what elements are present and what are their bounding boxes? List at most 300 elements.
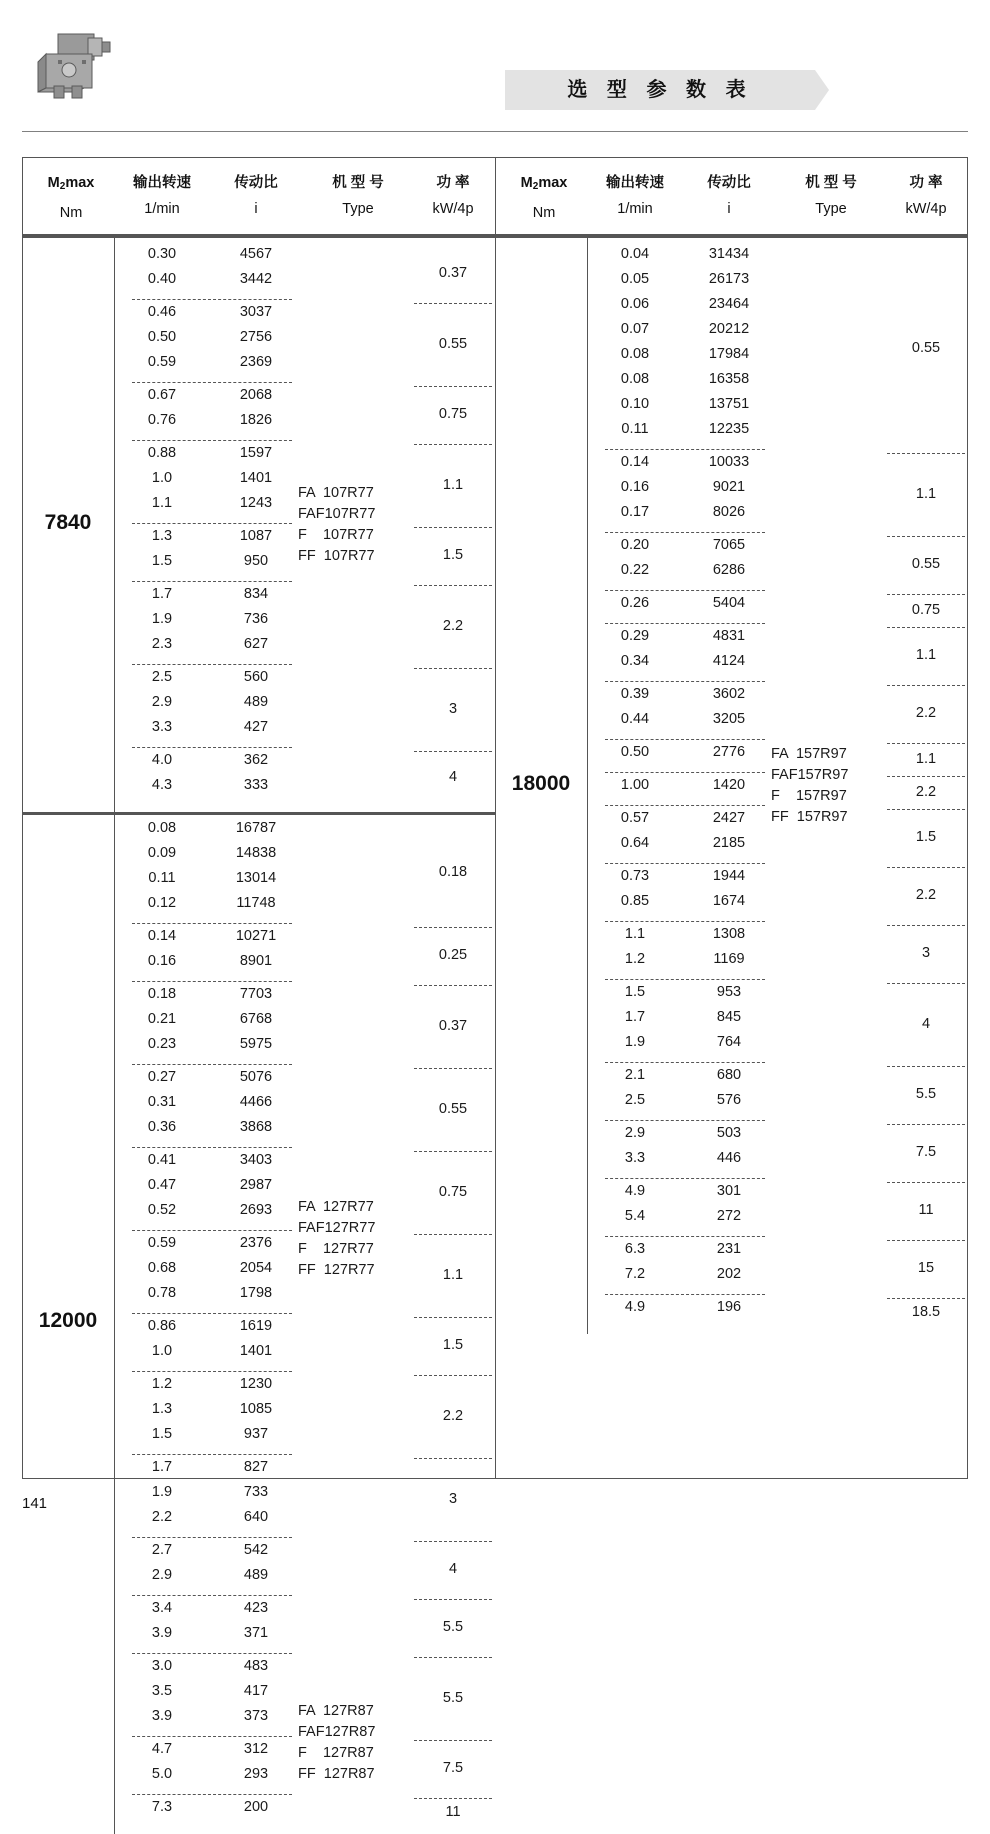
table-row	[495, 504, 968, 529]
power-dashed-separator	[414, 751, 492, 752]
ratio-value: 1401	[239, 470, 273, 486]
header-speed-line1-left: 输出转速	[133, 175, 191, 191]
table-row	[22, 1152, 495, 1177]
power-dashed-separator	[887, 1298, 965, 1299]
power-dashed-separator	[887, 536, 965, 537]
ratio-value: 5076	[239, 1069, 273, 1085]
type-line: FAF127R77	[298, 1220, 376, 1236]
row-dashed-separator	[132, 523, 292, 524]
ratio-value: 301	[716, 1183, 742, 1199]
table-row	[22, 636, 495, 661]
power-dashed-separator	[887, 867, 965, 868]
power-dashed-separator	[414, 444, 492, 445]
ratio-value: 1085	[239, 1401, 273, 1417]
power-value: 3	[921, 945, 931, 961]
torque-value: 12000	[38, 1309, 98, 1332]
torque-group	[22, 238, 495, 812]
ratio-value: 627	[243, 636, 269, 652]
power-value: 2.2	[442, 617, 464, 634]
output-speed-value: 3.0	[151, 1658, 173, 1674]
ratio-value: 2776	[712, 744, 746, 760]
ratio-value: 427	[243, 719, 269, 735]
row-dashed-separator	[132, 923, 292, 924]
row-dashed-separator	[132, 581, 292, 582]
ratio-value: 6768	[239, 1011, 273, 1027]
row-dashed-separator	[132, 1653, 292, 1654]
output-speed-value: 1.9	[151, 1484, 173, 1500]
header-power-line2-left: kW/4p	[432, 201, 474, 217]
ratio-value: 640	[243, 1509, 269, 1525]
row-dashed-separator	[605, 1236, 765, 1237]
output-speed-value: 0.50	[147, 329, 177, 345]
output-speed-value: 3.9	[151, 1708, 173, 1724]
header-power-line2-right: kW/4p	[905, 201, 947, 217]
ratio-value: 417	[243, 1683, 269, 1699]
ratio-value: 560	[243, 669, 269, 685]
output-speed-value: 1.7	[151, 586, 173, 602]
output-speed-value: 7.2	[624, 1266, 646, 1282]
ratio-value: 1597	[239, 445, 273, 461]
ratio-value: 13014	[235, 870, 277, 886]
power-value: 15	[917, 1260, 935, 1276]
row-dashed-separator	[132, 1794, 292, 1795]
output-speed-value: 1.5	[151, 1426, 173, 1442]
ratio-value: 2693	[239, 1202, 273, 1218]
ratio-value: 4567	[239, 246, 273, 262]
output-speed-value: 0.09	[147, 845, 177, 861]
table-header-right	[495, 157, 968, 235]
ratio-value: 937	[243, 1426, 269, 1442]
ratio-value: 13751	[708, 396, 750, 412]
header-speed-line2-right: 1/min	[617, 201, 653, 217]
ratio-value: 489	[243, 1567, 269, 1583]
table-header-left	[22, 157, 495, 235]
ratio-value: 312	[243, 1741, 269, 1757]
output-speed-value: 4.3	[151, 777, 173, 793]
power-value: 0.18	[438, 864, 468, 880]
ratio-value: 8026	[712, 504, 746, 520]
row-dashed-separator	[605, 1294, 765, 1295]
output-speed-value: 0.85	[620, 893, 650, 909]
row-dashed-separator	[605, 921, 765, 922]
output-speed-value: 0.14	[620, 454, 650, 470]
output-speed-value: 5.4	[624, 1208, 646, 1224]
header-speed-right	[587, 157, 683, 221]
output-speed-value: 0.44	[620, 711, 650, 727]
row-dashed-separator	[132, 1736, 292, 1737]
type-line: FF 127R87	[298, 1766, 375, 1782]
output-speed-value: 2.7	[151, 1542, 173, 1558]
power-value: 11	[445, 1803, 461, 1820]
table-row	[22, 586, 495, 611]
output-speed-value: 1.7	[151, 1459, 173, 1475]
table-row	[495, 371, 968, 396]
output-speed-value: 0.05	[620, 271, 650, 287]
ratio-value: 4831	[712, 628, 746, 644]
output-speed-value: 1.2	[151, 1376, 173, 1392]
output-speed-value: 0.16	[620, 479, 650, 495]
output-speed-value: 0.23	[147, 1036, 177, 1052]
power-dashed-separator	[414, 1068, 492, 1069]
ratio-value: 200	[243, 1799, 269, 1815]
power-value: 1.5	[442, 1337, 464, 1353]
output-speed-value: 0.20	[620, 537, 650, 553]
ratio-value: 1420	[712, 777, 746, 793]
torque-group	[495, 238, 968, 1334]
table-row	[22, 895, 495, 920]
ratio-value: 12235	[708, 421, 750, 437]
ratio-value: 5404	[712, 595, 746, 611]
output-speed-value: 0.34	[620, 653, 650, 669]
power-dashed-separator	[887, 983, 965, 984]
output-speed-value: 0.46	[147, 304, 177, 320]
ratio-value: 6286	[712, 562, 746, 578]
output-speed-value: 0.21	[147, 1011, 177, 1027]
output-speed-value: 1.0	[151, 470, 173, 486]
ratio-value: 953	[716, 984, 742, 1000]
ratio-value: 26173	[708, 271, 750, 287]
power-dashed-separator	[887, 925, 965, 926]
type-line: FAF107R77	[298, 506, 376, 522]
output-speed-value: 1.1	[151, 495, 173, 511]
ratio-value: 4124	[712, 653, 746, 669]
ratio-value: 733	[243, 1484, 269, 1500]
ratio-value: 2054	[239, 1260, 273, 1276]
output-speed-value: 1.0	[151, 1343, 173, 1359]
header-type-left	[302, 157, 414, 221]
ratio-value: 1798	[239, 1285, 273, 1301]
power-value: 5.5	[442, 1689, 464, 1706]
row-dashed-separator	[132, 1454, 292, 1455]
ratio-value: 17984	[708, 346, 750, 362]
power-value: 0.55	[911, 340, 941, 356]
output-speed-value: 2.5	[151, 669, 173, 685]
ratio-value: 5975	[239, 1036, 273, 1052]
ratio-value: 1401	[239, 1343, 273, 1359]
row-dashed-separator	[132, 1230, 292, 1231]
row-dashed-separator	[132, 981, 292, 982]
row-dashed-separator	[605, 532, 765, 533]
ratio-value: 3403	[239, 1152, 273, 1168]
table-row	[22, 986, 495, 1011]
ratio-value: 20212	[708, 321, 750, 337]
output-speed-value: 0.41	[147, 1152, 177, 1168]
power-value: 2.2	[915, 783, 937, 800]
output-speed-value: 0.76	[147, 412, 177, 428]
row-dashed-separator	[605, 1062, 765, 1063]
row-dashed-separator	[605, 772, 765, 773]
row-dashed-separator	[132, 1537, 292, 1538]
power-dashed-separator	[414, 1375, 492, 1376]
output-speed-value: 4.0	[151, 752, 173, 768]
power-dashed-separator	[887, 1124, 965, 1125]
table-row	[495, 984, 968, 1009]
table-row	[22, 1509, 495, 1534]
power-dashed-separator	[414, 1458, 492, 1459]
table-row	[22, 1069, 495, 1094]
ratio-value: 1230	[239, 1376, 273, 1392]
power-value: 5.5	[915, 1086, 937, 1102]
header-type-line1-right: 机 型 号	[805, 175, 857, 191]
output-speed-value: 0.11	[148, 870, 176, 886]
power-dashed-separator	[414, 1317, 492, 1318]
ratio-value: 3442	[239, 271, 273, 287]
output-speed-value: 3.4	[151, 1600, 173, 1616]
output-speed-value: 0.17	[620, 504, 650, 520]
ratio-value: 489	[243, 694, 269, 710]
power-value: 0.37	[438, 265, 468, 281]
header-ratio-right	[683, 157, 775, 221]
power-value: 4	[448, 1561, 458, 1577]
output-speed-value: 2.3	[151, 636, 173, 652]
table-row	[495, 296, 968, 321]
output-speed-value: 0.22	[620, 562, 650, 578]
output-speed-value: 0.39	[620, 686, 650, 702]
ratio-value: 373	[243, 1708, 269, 1724]
ratio-value: 576	[716, 1092, 742, 1108]
ratio-value: 950	[243, 553, 269, 569]
ratio-value: 2756	[239, 329, 273, 345]
ratio-value: 1944	[712, 868, 746, 884]
power-dashed-separator	[414, 386, 492, 387]
ratio-value: 16787	[235, 820, 277, 836]
type-line: F 157R97	[771, 788, 847, 804]
output-speed-value: 0.50	[620, 744, 650, 760]
power-dashed-separator	[414, 1599, 492, 1600]
ratio-value: 845	[716, 1009, 742, 1025]
output-speed-value: 2.9	[151, 1567, 173, 1583]
ratio-value: 11748	[236, 895, 276, 911]
header-type-line2-left: Type	[342, 201, 374, 217]
output-speed-value: 0.57	[620, 810, 650, 826]
table-row	[22, 1426, 495, 1451]
ratio-value: 542	[243, 1542, 269, 1558]
output-speed-value: 0.29	[620, 628, 650, 644]
power-value: 1.5	[915, 829, 937, 845]
output-speed-value: 4.9	[624, 1299, 646, 1315]
ratio-value: 1619	[239, 1318, 273, 1334]
type-line: FF 127R77	[298, 1262, 375, 1278]
ratio-value: 231	[716, 1241, 742, 1257]
ratio-value: 362	[243, 752, 269, 768]
ratio-value: 31434	[708, 246, 750, 262]
ratio-value: 1243	[239, 495, 273, 511]
table-row	[22, 1376, 495, 1401]
ratio-value: 1674	[712, 893, 746, 909]
power-value: 1.1	[442, 476, 464, 493]
power-value: 4	[921, 1015, 931, 1032]
type-line: FF 107R77	[298, 548, 375, 564]
row-dashed-separator	[605, 449, 765, 450]
header-power-line1-right: 功 率	[909, 175, 943, 191]
ratio-value: 680	[716, 1067, 742, 1083]
output-speed-value: 2.9	[624, 1125, 646, 1141]
power-dashed-separator	[414, 1657, 492, 1658]
power-value: 3	[448, 700, 458, 717]
ratio-value: 196	[716, 1299, 742, 1315]
type-line: FAF157R97	[771, 767, 849, 783]
ratio-value: 764	[716, 1034, 742, 1050]
output-speed-value: 0.40	[147, 271, 177, 287]
power-dashed-separator	[887, 453, 965, 454]
torque-column-divider	[587, 238, 588, 1334]
power-dashed-separator	[414, 985, 492, 986]
selection-parameter-table	[22, 157, 968, 1820]
output-speed-value: 0.78	[147, 1285, 177, 1301]
torque-value: 18000	[511, 772, 571, 795]
ratio-value: 2987	[239, 1177, 273, 1193]
output-speed-value: 0.27	[147, 1069, 177, 1085]
power-value: 1.1	[915, 485, 937, 502]
table-row	[22, 820, 495, 845]
title-banner	[505, 70, 815, 110]
power-value: 1.5	[442, 547, 464, 563]
ratio-value: 272	[716, 1208, 742, 1224]
table-row	[22, 1459, 495, 1484]
output-speed-value: 0.68	[147, 1260, 177, 1276]
power-value: 7.5	[442, 1760, 464, 1776]
output-speed-value: 0.30	[147, 246, 177, 262]
ratio-value: 8901	[239, 953, 273, 969]
power-dashed-separator	[887, 627, 965, 628]
header-type-line1-left: 机 型 号	[332, 175, 384, 191]
type-designation	[298, 483, 426, 567]
output-speed-value: 1.2	[624, 951, 646, 967]
table-row	[22, 1119, 495, 1144]
output-speed-value: 0.16	[147, 953, 177, 969]
output-speed-value: 1.7	[624, 1009, 646, 1025]
type-line: FA 107R77	[298, 485, 374, 501]
ratio-value: 3037	[239, 304, 273, 320]
ratio-value: 293	[243, 1766, 269, 1782]
table-row	[22, 1658, 495, 1683]
header-m2max-line1-right: $M_2\max$	[520, 175, 568, 192]
row-dashed-separator	[132, 1147, 292, 1148]
power-value: 1.1	[442, 1266, 464, 1283]
power-dashed-separator	[414, 1151, 492, 1152]
power-value: 2.2	[442, 1407, 464, 1424]
ratio-value: 1169	[713, 951, 745, 967]
ratio-value: 3868	[239, 1119, 273, 1135]
header-ratio-line2-right: i	[727, 201, 731, 217]
ratio-value: 3602	[712, 686, 746, 702]
row-dashed-separator	[605, 590, 765, 591]
header-type-right	[775, 157, 887, 221]
output-speed-value: 4.7	[151, 1741, 173, 1757]
header-type-line2-right: Type	[815, 201, 847, 217]
type-line: FA 157R97	[771, 746, 847, 762]
group-separator	[22, 812, 495, 815]
ratio-value: 9021	[712, 479, 746, 495]
row-dashed-separator	[132, 664, 292, 665]
type-line: FF 157R97	[771, 809, 848, 825]
row-dashed-separator	[132, 299, 292, 300]
table-row	[22, 1285, 495, 1310]
output-speed-value: 0.73	[620, 868, 650, 884]
page-title: 选 型 参 数 表	[567, 79, 753, 101]
output-speed-value: 0.64	[620, 835, 650, 851]
ratio-value: 736	[243, 611, 269, 627]
header-power-left	[414, 157, 492, 221]
ratio-value: 1308	[712, 926, 746, 942]
row-dashed-separator	[605, 863, 765, 864]
header-speed-left	[114, 157, 210, 221]
power-dashed-separator	[414, 668, 492, 669]
type-designation-secondary	[298, 1701, 426, 1785]
ratio-value: 2369	[239, 354, 273, 370]
page-header	[0, 0, 990, 140]
row-dashed-separator	[605, 805, 765, 806]
ratio-value: 10033	[708, 454, 750, 470]
output-speed-value: 3.9	[151, 1625, 173, 1641]
output-speed-value: 0.52	[147, 1202, 177, 1218]
output-speed-value: 1.3	[151, 528, 173, 544]
power-value: 4	[448, 769, 458, 785]
header-speed-line2-left: 1/min	[144, 201, 180, 217]
power-value: 18.5	[911, 1303, 941, 1320]
header-ratio-line2-left: i	[254, 201, 258, 217]
ratio-value: 834	[243, 586, 269, 602]
torque-group	[22, 812, 495, 1834]
ratio-value: 4466	[239, 1094, 273, 1110]
header-m2max-left	[28, 157, 114, 225]
output-speed-value: 0.14	[147, 928, 177, 944]
type-line: FAF127R87	[298, 1724, 376, 1740]
row-dashed-separator	[132, 1064, 292, 1065]
ratio-value: 2068	[239, 387, 273, 403]
ratio-value: 2185	[712, 835, 746, 851]
table-row	[495, 1034, 968, 1059]
output-speed-value: 4.9	[624, 1183, 646, 1199]
output-speed-value: 2.2	[151, 1509, 173, 1525]
ratio-value: 446	[716, 1150, 742, 1166]
row-dashed-separator	[132, 382, 292, 383]
row-dashed-separator	[605, 1178, 765, 1179]
table-row	[22, 354, 495, 379]
power-value: 0.37	[438, 1017, 468, 1034]
power-dashed-separator	[887, 1240, 965, 1241]
ratio-value: 423	[243, 1600, 269, 1616]
ratio-value: 503	[716, 1125, 742, 1141]
torque-value: 7840	[44, 511, 92, 534]
power-value: 0.55	[911, 556, 941, 572]
row-dashed-separator	[605, 623, 765, 624]
header-divider	[22, 131, 968, 132]
row-dashed-separator	[605, 979, 765, 980]
power-dashed-separator	[414, 585, 492, 586]
output-speed-value: 0.07	[620, 321, 650, 337]
torque-column-divider	[114, 812, 115, 1834]
row-dashed-separator	[605, 1120, 765, 1121]
gearbox-icon	[28, 28, 118, 104]
output-speed-value: 0.31	[147, 1094, 177, 1110]
row-dashed-separator	[132, 1595, 292, 1596]
output-speed-value: 0.08	[620, 371, 650, 387]
output-speed-value: 5.0	[151, 1766, 173, 1782]
type-line: F 127R87	[298, 1745, 374, 1761]
header-ratio-line1-left: 传动比	[234, 175, 278, 191]
row-dashed-separator	[132, 747, 292, 748]
output-speed-value: 3.5	[151, 1683, 173, 1699]
power-value: 0.55	[438, 335, 468, 352]
output-speed-value: 0.88	[147, 445, 177, 461]
output-speed-value: 2.5	[624, 1092, 646, 1108]
ratio-value: 3205	[712, 711, 746, 727]
output-speed-value: 0.06	[620, 296, 650, 312]
type-designation-primary	[298, 1197, 426, 1281]
output-speed-value: 1.00	[620, 777, 650, 793]
output-speed-value: 1.5	[151, 553, 173, 569]
